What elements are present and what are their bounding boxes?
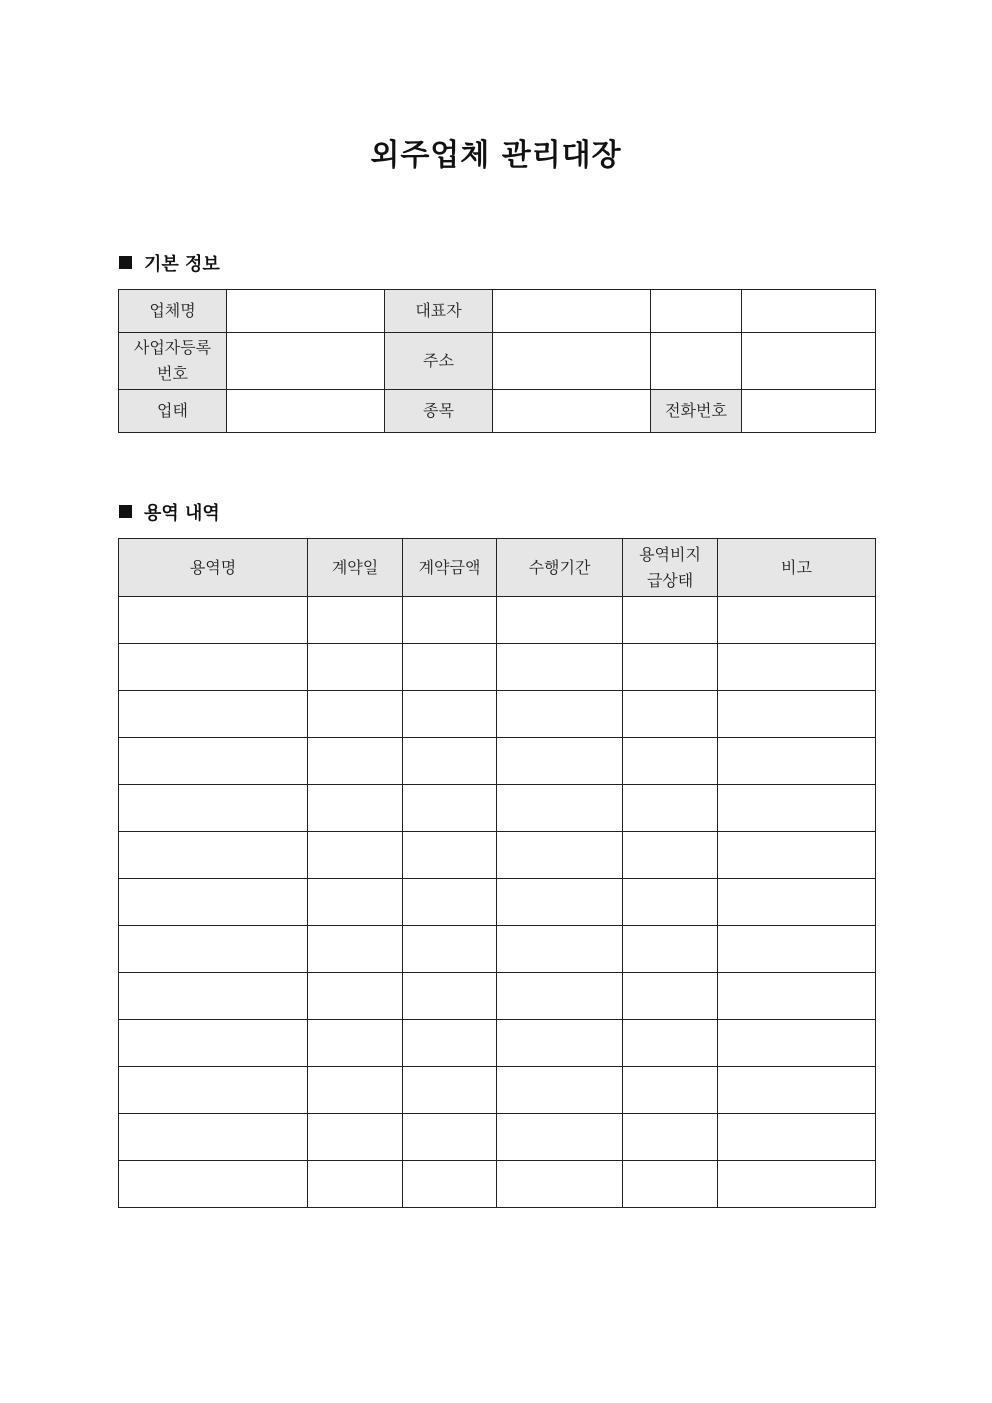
service-name-cell[interactable]: [119, 691, 308, 738]
table-row: [119, 644, 876, 691]
service-name-cell[interactable]: [119, 1067, 308, 1114]
period-cell[interactable]: [497, 1114, 623, 1161]
payment-status-cell[interactable]: [623, 879, 718, 926]
contract-amount-cell[interactable]: [403, 644, 497, 691]
address-label: 주소: [385, 333, 493, 390]
empty-cell[interactable]: [651, 290, 742, 333]
remarks-cell[interactable]: [718, 644, 876, 691]
contract-amount-cell[interactable]: [403, 1161, 497, 1208]
empty-cell[interactable]: [742, 290, 876, 333]
remarks-cell[interactable]: [718, 691, 876, 738]
payment-status-cell[interactable]: [623, 1114, 718, 1161]
period-cell[interactable]: [497, 879, 623, 926]
service-name-cell[interactable]: [119, 973, 308, 1020]
remarks-cell[interactable]: [718, 785, 876, 832]
contract-date-cell[interactable]: [308, 1020, 403, 1067]
phone-label: 전화번호: [651, 390, 742, 433]
payment-status-cell[interactable]: [623, 1161, 718, 1208]
period-cell[interactable]: [497, 1161, 623, 1208]
contract-amount-cell[interactable]: [403, 879, 497, 926]
table-row: [119, 1114, 876, 1161]
column-header-contract-amount: 계약금액: [403, 539, 497, 597]
contract-amount-cell[interactable]: [403, 597, 497, 644]
contract-amount-cell[interactable]: [403, 1114, 497, 1161]
business-reg-no-label: [119, 333, 227, 390]
remarks-cell[interactable]: [718, 973, 876, 1020]
service-name-cell[interactable]: [119, 597, 308, 644]
payment-status-cell[interactable]: [623, 738, 718, 785]
contract-date-cell[interactable]: [308, 832, 403, 879]
payment-status-header-line1: 용역비지: [639, 544, 701, 564]
service-name-cell[interactable]: [119, 879, 308, 926]
period-cell[interactable]: [497, 691, 623, 738]
contract-date-cell[interactable]: [308, 597, 403, 644]
payment-status-cell[interactable]: [623, 1020, 718, 1067]
remarks-cell[interactable]: [718, 926, 876, 973]
column-header-contract-date: 계약일: [308, 539, 403, 597]
service-name-cell[interactable]: [119, 1161, 308, 1208]
period-cell[interactable]: [497, 973, 623, 1020]
period-cell[interactable]: [497, 832, 623, 879]
contract-date-cell[interactable]: [308, 785, 403, 832]
service-history-header-row: [119, 539, 876, 597]
period-cell[interactable]: [497, 738, 623, 785]
contract-amount-cell[interactable]: [403, 973, 497, 1020]
contract-date-cell[interactable]: [308, 1114, 403, 1161]
service-name-cell[interactable]: [119, 1114, 308, 1161]
service-name-cell[interactable]: [119, 1020, 308, 1067]
basic-info-row: [119, 290, 876, 333]
column-header-remarks: 비고: [718, 539, 876, 597]
table-row: [119, 879, 876, 926]
contract-date-cell[interactable]: [308, 1161, 403, 1208]
remarks-cell[interactable]: [718, 738, 876, 785]
business-item-field[interactable]: [493, 390, 651, 433]
business-type-label: 업태: [119, 390, 227, 433]
contract-amount-cell[interactable]: [403, 691, 497, 738]
remarks-cell[interactable]: [718, 832, 876, 879]
service-history-section-header: [119, 502, 220, 526]
contract-amount-cell[interactable]: [403, 832, 497, 879]
table-row: [119, 1067, 876, 1114]
document-title: 외주업체 관리대장: [370, 138, 622, 173]
service-name-cell[interactable]: [119, 926, 308, 973]
contract-amount-cell[interactable]: [403, 926, 497, 973]
service-history-table: [118, 538, 876, 1208]
remarks-cell[interactable]: [718, 1161, 876, 1208]
business-reg-no-label-line2: 번호: [157, 364, 188, 383]
phone-field[interactable]: [742, 390, 876, 433]
contract-amount-cell[interactable]: [403, 738, 497, 785]
address-field[interactable]: [493, 333, 651, 390]
period-cell[interactable]: [497, 1067, 623, 1114]
remarks-cell[interactable]: [718, 1020, 876, 1067]
contract-date-cell[interactable]: [308, 926, 403, 973]
representative-label: 대표자: [385, 290, 493, 333]
company-name-field[interactable]: [227, 290, 385, 333]
column-header-service-name: 용역명: [119, 539, 308, 597]
basic-info-row: [119, 390, 876, 433]
payment-status-cell[interactable]: [623, 832, 718, 879]
business-type-field[interactable]: [227, 390, 385, 433]
contract-date-cell[interactable]: [308, 644, 403, 691]
contract-amount-cell[interactable]: [403, 785, 497, 832]
service-history-body: [119, 597, 876, 1208]
empty-cell[interactable]: [742, 333, 876, 390]
business-reg-no-field[interactable]: [227, 333, 385, 390]
remarks-cell[interactable]: [718, 1114, 876, 1161]
contract-date-cell[interactable]: [308, 879, 403, 926]
empty-cell[interactable]: [651, 333, 742, 390]
service-history-section-title: 용역 내역: [144, 503, 220, 524]
contract-date-cell[interactable]: [308, 691, 403, 738]
table-row: [119, 785, 876, 832]
contract-amount-cell[interactable]: [403, 1067, 497, 1114]
table-row: [119, 1161, 876, 1208]
remarks-cell[interactable]: [718, 1067, 876, 1114]
basic-info-section-title: 기본 정보: [144, 254, 220, 275]
table-row: [119, 926, 876, 973]
contract-date-cell[interactable]: [308, 973, 403, 1020]
period-cell[interactable]: [497, 926, 623, 973]
payment-status-cell[interactable]: [623, 644, 718, 691]
company-name-label: 업체명: [119, 290, 227, 333]
representative-field[interactable]: [493, 290, 651, 333]
payment-status-header-line2: 급상태: [646, 570, 694, 590]
payment-status-cell[interactable]: [623, 973, 718, 1020]
basic-info-section-header: [119, 253, 220, 277]
column-header-payment-status: [623, 539, 718, 597]
table-row: [119, 832, 876, 879]
business-item-label: 종목: [385, 390, 493, 433]
business-reg-no-label-line1: 사업자등록: [133, 338, 212, 357]
basic-info-row: [119, 333, 876, 390]
service-name-cell[interactable]: [119, 832, 308, 879]
payment-status-cell[interactable]: [623, 691, 718, 738]
table-row: [119, 973, 876, 1020]
payment-status-cell[interactable]: [623, 785, 718, 832]
payment-status-cell[interactable]: [623, 597, 718, 644]
remarks-cell[interactable]: [718, 879, 876, 926]
square-bullet-icon: [119, 505, 132, 518]
payment-status-cell[interactable]: [623, 926, 718, 973]
contract-amount-cell[interactable]: [403, 1020, 497, 1067]
table-row: [119, 597, 876, 644]
column-header-period: 수행기간: [497, 539, 623, 597]
service-name-cell[interactable]: [119, 738, 308, 785]
service-name-cell[interactable]: [119, 785, 308, 832]
payment-status-cell[interactable]: [623, 1067, 718, 1114]
table-row: [119, 738, 876, 785]
period-cell[interactable]: [497, 644, 623, 691]
table-row: [119, 1020, 876, 1067]
contract-date-cell[interactable]: [308, 738, 403, 785]
square-bullet-icon: [119, 256, 132, 269]
service-name-cell[interactable]: [119, 644, 308, 691]
period-cell[interactable]: [497, 1020, 623, 1067]
table-row: [119, 691, 876, 738]
remarks-cell[interactable]: [718, 597, 876, 644]
basic-info-table: [118, 289, 876, 433]
period-cell[interactable]: [497, 597, 623, 644]
period-cell[interactable]: [497, 785, 623, 832]
contract-date-cell[interactable]: [308, 1067, 403, 1114]
